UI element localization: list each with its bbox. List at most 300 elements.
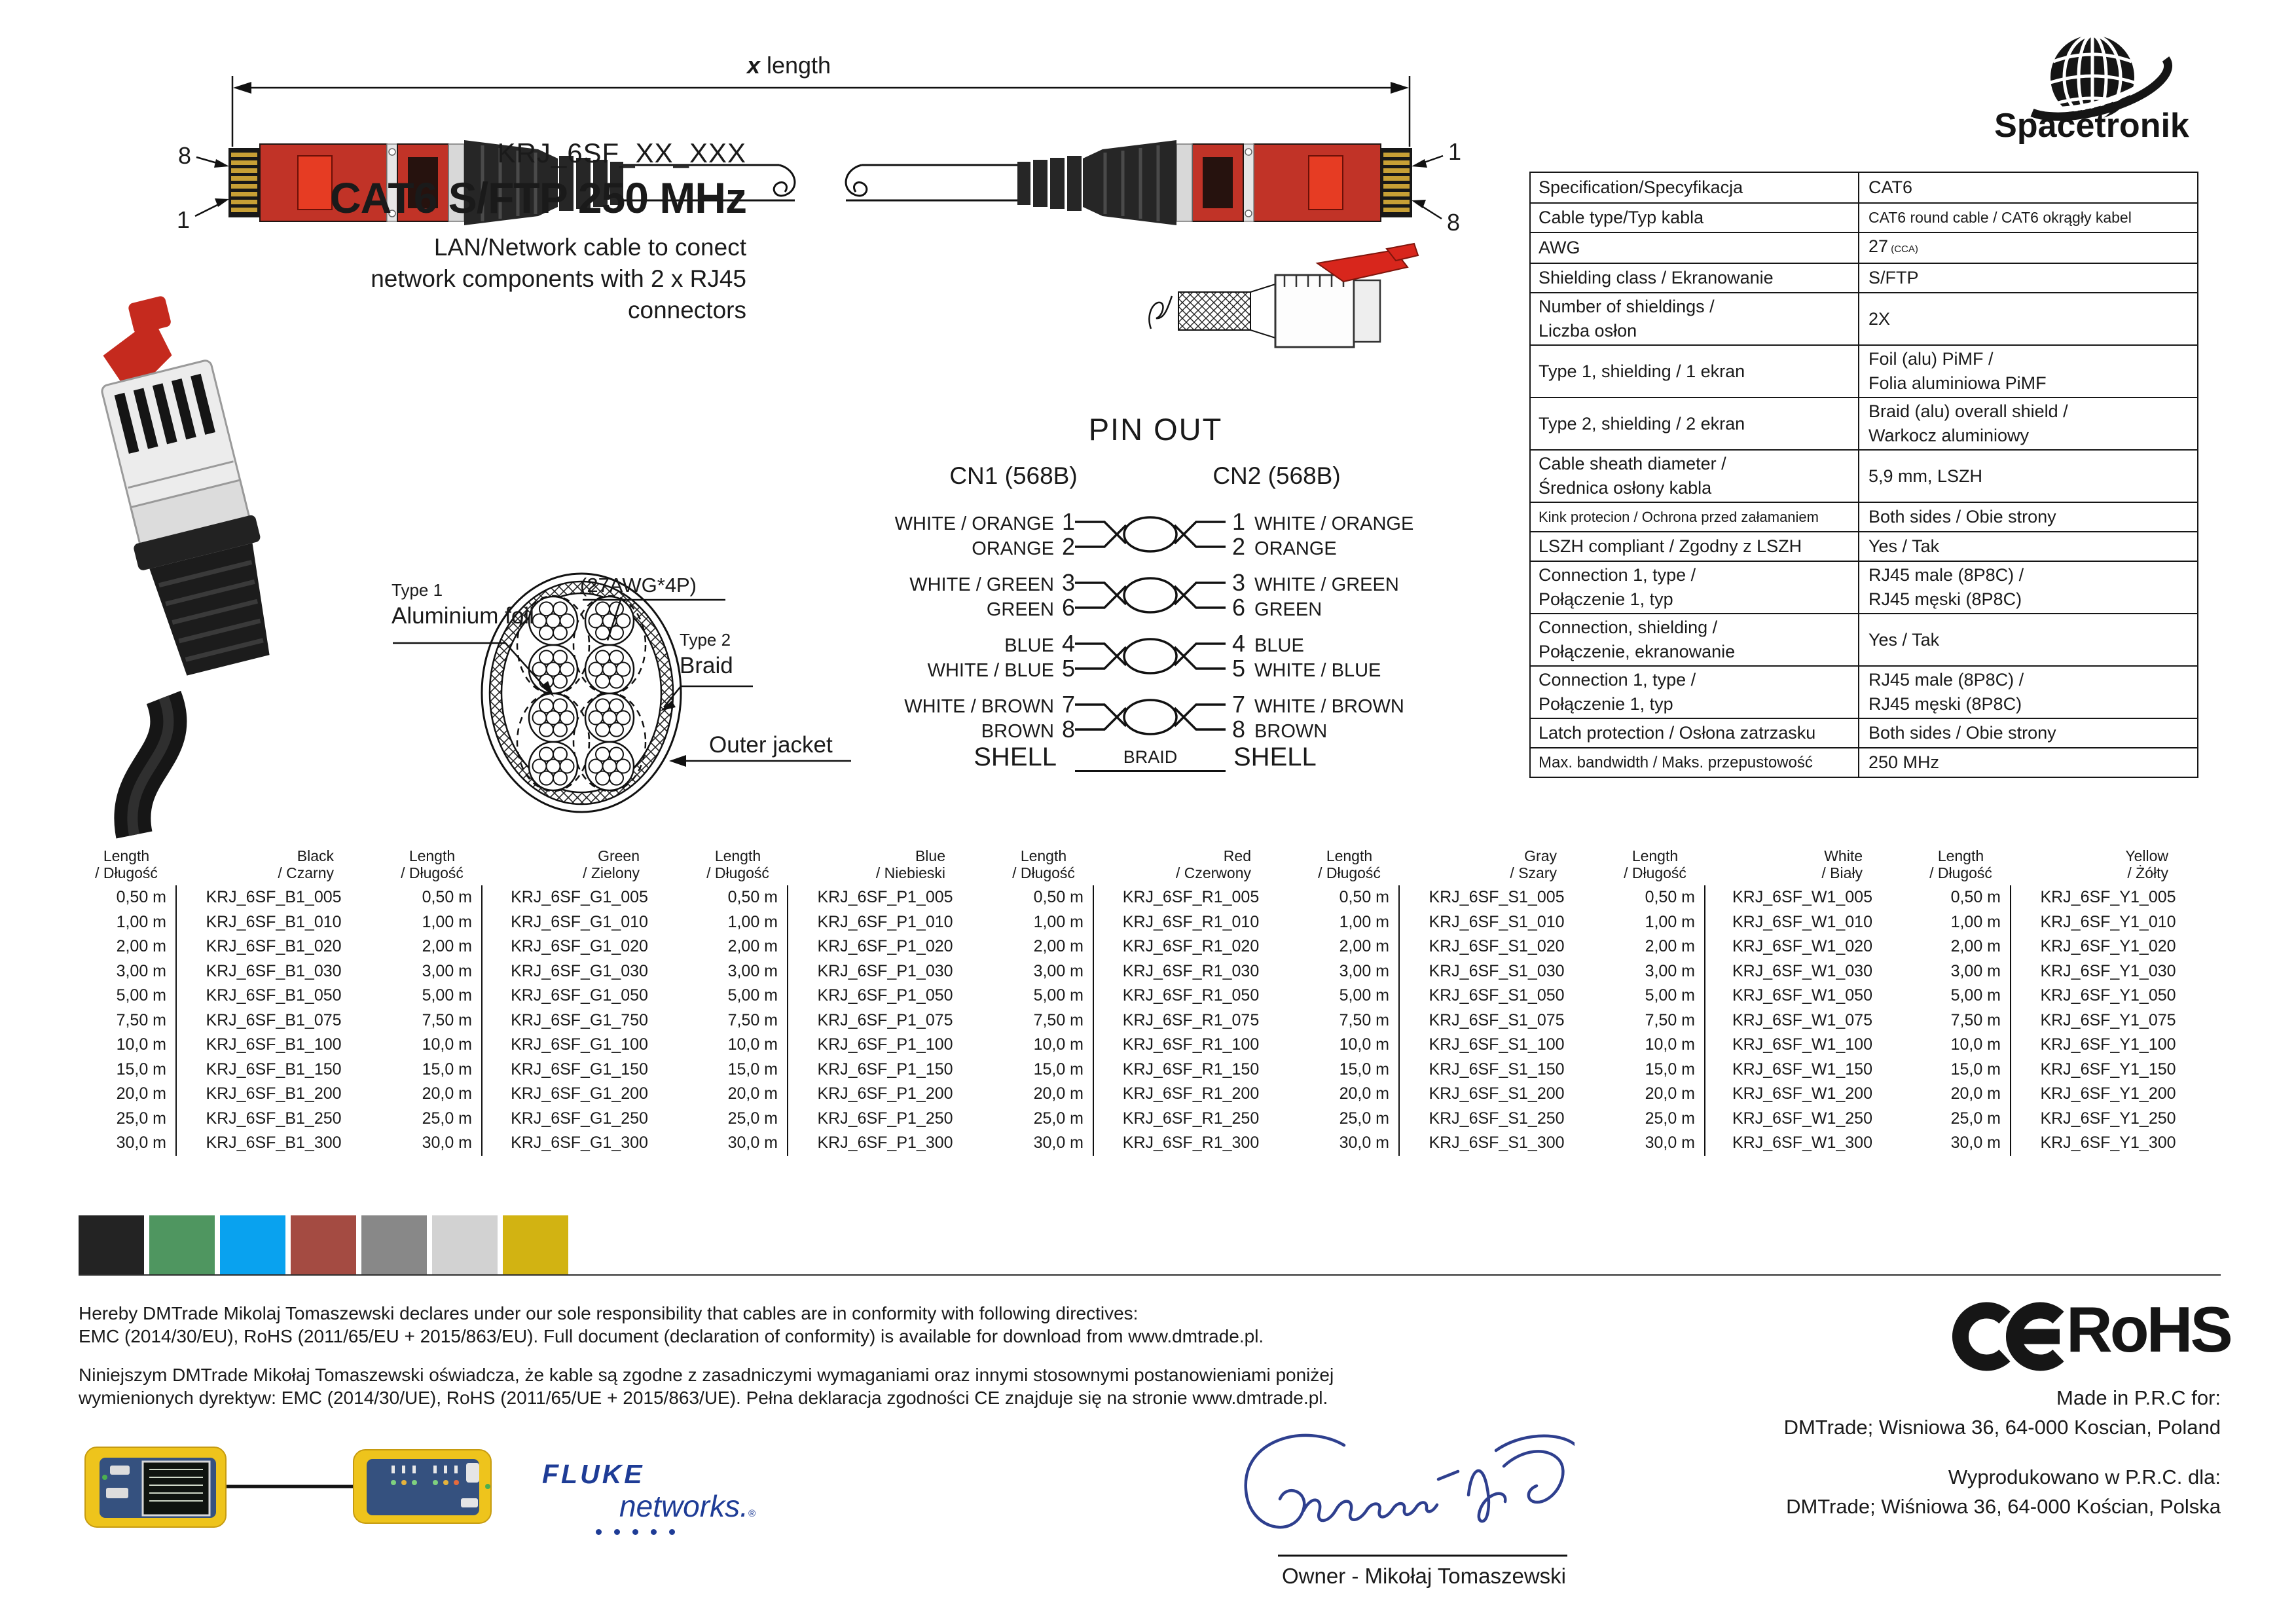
- part-number-cell: KRJ_6SF_B1_100: [206, 1035, 342, 1054]
- rj45-plug-right: [846, 140, 1412, 225]
- part-number-cell: KRJ_6SF_W1_150: [1732, 1060, 1872, 1079]
- pin-number: 6: [1061, 594, 1075, 621]
- pin-number: 3: [1232, 569, 1246, 596]
- made-in-polish: [1786, 1462, 2221, 1521]
- twisted-pair-symbol: [1075, 509, 1226, 559]
- length-cell: 20,0 m: [1339, 1084, 1389, 1103]
- color-swatch: [291, 1215, 356, 1274]
- wire-name: BLUE: [1004, 635, 1054, 656]
- color-swatches: [79, 1215, 568, 1274]
- length-cell: 1,00 m: [1339, 912, 1389, 931]
- declaration-line: wymienionych dyrektyw: EMC (2014/30/UE), RoHS (2011/65/UE + 2015/863/UE). Pełna deklaracja zgodności CE znajduje się na stronie www.dmtrade.pl.: [79, 1388, 1328, 1408]
- spec-value: Braid (alu) overall shield / Warkocz aluminiowy: [1868, 401, 2068, 445]
- part-number-cell: KRJ_6SF_G1_020: [511, 937, 648, 955]
- part-number-cell: KRJ_6SF_R1_150: [1122, 1060, 1260, 1079]
- length-header: Length / Długość: [1624, 847, 1686, 881]
- spec-label: Max. bandwidth / Maks. przepustowość: [1531, 748, 1859, 777]
- color-swatch: [79, 1215, 144, 1274]
- wire-name: GREEN: [1254, 599, 1322, 620]
- dimension-arrow-left: [233, 82, 251, 94]
- length-cell: 5,00 m: [116, 986, 166, 1005]
- length-cell: 3,00 m: [727, 961, 778, 980]
- pin-number: 1: [1232, 508, 1246, 535]
- length-cell: 0,50 m: [422, 888, 472, 906]
- spec-label: LSZH compliant / Zgodny z LSZH: [1531, 532, 1859, 561]
- length-cell: 25,0 m: [116, 1109, 166, 1128]
- spec-row: [1531, 449, 2197, 502]
- product-description-line: network components with 2 x RJ45: [371, 265, 746, 292]
- product-description: [262, 232, 746, 326]
- braid-connection: [1075, 742, 1226, 772]
- declaration-english: [79, 1302, 1264, 1348]
- spec-label: Connection, shielding / Połączenie, ekranowanie: [1531, 614, 1859, 665]
- spec-label: Cable type/Typ kabla: [1531, 204, 1859, 232]
- length-cell: 10,0 m: [116, 1035, 166, 1054]
- part-number-tables: [77, 843, 2225, 1156]
- length-cell: 3,00 m: [1339, 961, 1389, 980]
- color-header: White / Biały: [1821, 847, 1863, 881]
- part-number-cell: KRJ_6SF_P1_300: [817, 1134, 953, 1152]
- length-dimension-label: x length: [746, 52, 831, 79]
- part-number-cell: KRJ_6SF_P1_150: [817, 1060, 953, 1079]
- spec-row: [1531, 263, 2197, 292]
- spec-label: Cable sheath diameter / Średnica osłony kabla: [1531, 451, 1859, 502]
- part-number-cell: KRJ_6SF_S1_030: [1429, 961, 1565, 980]
- length-cell: 25,0 m: [1339, 1109, 1389, 1128]
- signature-line: [1278, 1555, 1567, 1557]
- pin-number: 2: [1232, 533, 1246, 560]
- rj45-connector-photo: [36, 278, 318, 841]
- length-cell: 10,0 m: [422, 1035, 472, 1054]
- cross-section-outer-jacket-label: Outer jacket: [709, 732, 833, 758]
- part-number-cell: KRJ_6SF_S1_250: [1429, 1109, 1565, 1128]
- spec-label: AWG: [1531, 233, 1859, 263]
- part-number-cell: KRJ_6SF_R1_250: [1122, 1109, 1260, 1128]
- part-number-cell: KRJ_6SF_B1_150: [206, 1060, 342, 1079]
- part-number-cell: KRJ_6SF_R1_030: [1122, 961, 1260, 980]
- length-cell: 20,0 m: [727, 1084, 778, 1103]
- spec-row: [1531, 747, 2197, 777]
- part-number-cell: KRJ_6SF_W1_075: [1732, 1010, 1872, 1029]
- length-header: Length / Długość: [401, 847, 464, 881]
- part-number-cell: KRJ_6SF_W1_100: [1732, 1035, 1872, 1054]
- part-number-cell: KRJ_6SF_Y1_050: [2040, 986, 2176, 1005]
- wire-name: WHITE / ORANGE: [1254, 513, 1414, 534]
- specification-table: [1529, 172, 2198, 778]
- product-name: CAT6 S/FTP 250 MHz: [329, 174, 746, 222]
- spec-value: Yes / Tak: [1868, 629, 1940, 650]
- length-cell: 2,00 m: [116, 937, 166, 955]
- spec-row: [1531, 502, 2197, 531]
- length-cell: 5,00 m: [1033, 986, 1084, 1005]
- spec-row: [1531, 613, 2197, 665]
- length-cell: 10,0 m: [1033, 1035, 1084, 1054]
- length-cell: 3,00 m: [1645, 961, 1695, 980]
- length-cell: 1,00 m: [1645, 912, 1695, 931]
- length-cell: 1,00 m: [727, 912, 778, 931]
- length-cell: 20,0 m: [1645, 1084, 1695, 1103]
- length-cell: 7,50 m: [1645, 1010, 1695, 1029]
- spec-label: Connection 1, type / Połączenie 1, typ: [1531, 667, 1859, 718]
- wire-name: BLUE: [1254, 635, 1304, 656]
- pin-number: 5: [1232, 655, 1246, 682]
- networks-wordmark: networks.: [619, 1489, 748, 1523]
- length-cell: 5,00 m: [727, 986, 778, 1005]
- length-cell: 25,0 m: [727, 1109, 778, 1128]
- twisted-pair-symbol: [1075, 692, 1226, 742]
- length-cell: 7,50 m: [422, 1010, 472, 1029]
- color-header: Black / Czarny: [278, 847, 334, 881]
- length-cell: 0,50 m: [1033, 888, 1084, 906]
- part-number-cell: KRJ_6SF_G1_250: [511, 1109, 648, 1128]
- product-description-line: LAN/Network cable to conect: [433, 234, 746, 261]
- spec-row: [1531, 232, 2197, 263]
- spec-value: RJ45 male (8P8C) / RJ45 męski (8P8C): [1868, 670, 2024, 714]
- spec-value: CAT6: [1868, 177, 1913, 197]
- length-cell: 10,0 m: [1339, 1035, 1389, 1054]
- wire-name: ORANGE: [972, 538, 1054, 559]
- length-cell: 5,00 m: [1645, 986, 1695, 1005]
- length-cell: 2,00 m: [1950, 937, 2001, 955]
- spec-label: Type 2, shielding / 2 ekran: [1531, 398, 1859, 449]
- spec-row: [1531, 202, 2197, 232]
- spec-value: RJ45 male (8P8C) / RJ45 męski (8P8C): [1868, 565, 2024, 609]
- length-cell: 5,00 m: [1339, 986, 1389, 1005]
- pinout-diagram: [831, 411, 1480, 817]
- fluke-wordmark: FLUKE: [542, 1459, 645, 1489]
- part-number-cell: KRJ_6SF_R1_100: [1122, 1035, 1260, 1054]
- spec-value: Foil (alu) PiMF / Folia aluminiowa PiMF: [1868, 349, 2047, 393]
- part-number-cell: KRJ_6SF_G1_100: [511, 1035, 648, 1054]
- spec-row: [1531, 718, 2197, 747]
- length-cell: 15,0 m: [1950, 1060, 2001, 1079]
- made-in-english: [1784, 1383, 2221, 1442]
- cross-section-type2-label: Type 2 Braid: [680, 630, 733, 678]
- spec-value: 5,9 mm, LSZH: [1868, 466, 1983, 486]
- declaration-line: Hereby DMTrade Mikolaj Tomaszewski declares under our sole responsibility that cables are in conformity with following directives:: [79, 1303, 1139, 1323]
- twisted-pair-symbol: [1075, 570, 1226, 620]
- length-cell: 15,0 m: [422, 1060, 472, 1079]
- part-number-cell: KRJ_6SF_W1_005: [1732, 888, 1872, 906]
- pinout-pair: [831, 631, 1480, 681]
- part-number-cell: KRJ_6SF_B1_250: [206, 1109, 342, 1128]
- part-number-cell: KRJ_6SF_R1_050: [1122, 986, 1260, 1005]
- length-cell: 0,50 m: [1950, 888, 2001, 906]
- signature-caption: Owner - Mikołaj Tomaszewski: [1282, 1564, 1566, 1588]
- wire-name: GREEN: [986, 599, 1054, 620]
- wire-name: WHITE / BROWN: [904, 696, 1054, 717]
- wire-name: WHITE / BROWN: [1254, 696, 1404, 717]
- shell-label-left: SHELL: [974, 743, 1057, 771]
- part-number-cell: KRJ_6SF_Y1_075: [2040, 1010, 2176, 1029]
- wire-name: WHITE / BLUE: [1254, 660, 1381, 681]
- pinout-pair: [831, 692, 1480, 742]
- length-cell: 2,00 m: [1339, 937, 1389, 955]
- brand-name: Spacetronik: [1994, 107, 2189, 145]
- length-header: Length / Długość: [95, 847, 158, 881]
- pin-number: 6: [1232, 594, 1246, 621]
- part-number-cell: KRJ_6SF_Y1_200: [2040, 1084, 2176, 1103]
- color-header: Blue / Niebieski: [875, 847, 945, 881]
- twisted-pair-symbol: [1075, 631, 1226, 681]
- divider-rule: [79, 1274, 2221, 1276]
- pinout-pairs: [831, 509, 1480, 753]
- spec-value: Yes / Tak: [1868, 536, 1940, 556]
- part-number-cell: KRJ_6SF_B1_005: [206, 888, 342, 906]
- spec-row: [1531, 665, 2197, 718]
- part-number-cell: KRJ_6SF_Y1_100: [2040, 1035, 2176, 1054]
- length-cell: 1,00 m: [1950, 912, 2001, 931]
- color-swatch: [149, 1215, 215, 1274]
- part-number-cell: KRJ_6SF_B1_030: [206, 961, 342, 980]
- part-table-group: [77, 843, 371, 1156]
- shell-row: [831, 742, 1480, 772]
- part-table-group: [689, 843, 982, 1156]
- length-cell: 30,0 m: [727, 1134, 778, 1152]
- part-number-cell: KRJ_6SF_W1_020: [1732, 937, 1872, 955]
- part-number-cell: KRJ_6SF_S1_150: [1429, 1060, 1565, 1079]
- part-number-cell: KRJ_6SF_Y1_300: [2040, 1134, 2176, 1152]
- made-in-line: DMTrade; Wiśniowa 36, 64-000 Kościan, Polska: [1786, 1495, 2221, 1518]
- part-number-cell: KRJ_6SF_B1_200: [206, 1084, 342, 1103]
- pin1-label-right: 1: [1448, 138, 1462, 165]
- wire-name: WHITE / BLUE: [927, 660, 1054, 681]
- part-number-cell: KRJ_6SF_S1_075: [1429, 1010, 1565, 1029]
- part-number-cell: KRJ_6SF_R1_005: [1122, 888, 1260, 906]
- cable-squiggle: [1149, 296, 1172, 329]
- pin-number: 7: [1232, 691, 1246, 718]
- length-cell: 15,0 m: [116, 1060, 166, 1079]
- length-cell: 20,0 m: [116, 1084, 166, 1103]
- color-swatch: [503, 1215, 568, 1274]
- length-cell: 15,0 m: [1033, 1060, 1084, 1079]
- model-code: KRJ_6SF_XX_XXX: [497, 138, 746, 168]
- dimension-arrow-right: [1391, 82, 1409, 94]
- spec-value: CAT6 round cable / CAT6 okrągły kabel: [1868, 209, 2132, 226]
- color-header: Green / Zielony: [583, 847, 640, 881]
- cn1-label: CN1 (568B): [949, 462, 1078, 489]
- spec-label: Shielding class / Ekranowanie: [1531, 264, 1859, 292]
- length-cell: 25,0 m: [1950, 1109, 2001, 1128]
- pin-number: 8: [1232, 716, 1246, 743]
- length-cell: 7,50 m: [1033, 1010, 1084, 1029]
- part-number-cell: KRJ_6SF_G1_300: [511, 1134, 648, 1152]
- cross-section-awg-label: (27AWG*4P): [580, 574, 697, 597]
- made-in-line: Made in P.R.C for:: [2056, 1386, 2221, 1409]
- length-cell: 1,00 m: [1033, 912, 1084, 931]
- part-number-cell: KRJ_6SF_B1_300: [206, 1134, 342, 1152]
- pin-number: 7: [1061, 691, 1075, 718]
- part-number-cell: KRJ_6SF_R1_300: [1122, 1134, 1260, 1152]
- spec-value-suffix: (CCA): [1888, 244, 1918, 255]
- pin1-label-left: 1: [176, 206, 191, 233]
- part-number-cell: KRJ_6SF_G1_200: [511, 1084, 648, 1103]
- part-number-cell: KRJ_6SF_B1_075: [206, 1010, 342, 1029]
- pin-number: 5: [1061, 655, 1075, 682]
- pinout-pair: [831, 570, 1480, 620]
- length-cell: 1,00 m: [116, 912, 166, 931]
- color-header: Gray / Szary: [1510, 847, 1557, 881]
- length-cell: 30,0 m: [1339, 1134, 1389, 1152]
- length-cell: 30,0 m: [1033, 1134, 1084, 1152]
- spec-value: 27 (CCA): [1868, 236, 1918, 256]
- part-number-cell: KRJ_6SF_W1_050: [1732, 986, 1872, 1005]
- cable-break-curl: [774, 165, 795, 196]
- declaration-line: Niniejszym DMTrade Mikołaj Tomaszewski oświadcza, że kable są zgodne z zasadniczymi wymaganiami oraz innymi stosownymi postanowieniami poniżej: [79, 1365, 1334, 1385]
- length-cell: 7,50 m: [1339, 1010, 1389, 1029]
- length-cell: 10,0 m: [727, 1035, 778, 1054]
- wire-name: WHITE / ORANGE: [894, 513, 1054, 534]
- length-cell: 2,00 m: [1645, 937, 1695, 955]
- declaration-line: EMC (2014/30/EU), RoHS (2011/65/EU + 2015/863/EU). Full document (declaration of conformity) is available for download from www.dmtrade.pl.: [79, 1326, 1264, 1346]
- length-cell: 30,0 m: [1950, 1134, 2001, 1152]
- length-cell: 30,0 m: [422, 1134, 472, 1152]
- spec-value: 2X: [1868, 308, 1891, 329]
- part-number-cell: KRJ_6SF_S1_005: [1429, 888, 1565, 906]
- length-cell: 3,00 m: [1950, 961, 2001, 980]
- wire-name: BROWN: [981, 721, 1054, 742]
- wire-name: WHITE / GREEN: [909, 574, 1054, 595]
- part-table-group: [383, 843, 676, 1156]
- wire-name: ORANGE: [1254, 538, 1337, 559]
- part-number-cell: KRJ_6SF_R1_010: [1122, 912, 1260, 931]
- part-number-cell: KRJ_6SF_S1_100: [1429, 1035, 1565, 1054]
- part-number-cell: KRJ_6SF_P1_030: [817, 961, 953, 980]
- shell-label-right: SHELL: [1233, 743, 1317, 771]
- length-cell: 0,50 m: [1645, 888, 1695, 906]
- pin-number: 8: [1061, 716, 1075, 743]
- length-cell: 25,0 m: [1645, 1109, 1695, 1128]
- part-number-cell: KRJ_6SF_Y1_030: [2040, 961, 2176, 980]
- length-cell: 25,0 m: [422, 1109, 472, 1128]
- spec-value: Both sides / Obie strony: [1868, 723, 2056, 743]
- length-cell: 20,0 m: [422, 1084, 472, 1103]
- part-number-cell: KRJ_6SF_G1_750: [511, 1010, 648, 1029]
- part-number-cell: KRJ_6SF_S1_020: [1429, 937, 1565, 955]
- spec-label: Type 1, shielding / 1 ekran: [1531, 346, 1859, 397]
- part-number-cell: KRJ_6SF_P1_100: [817, 1035, 953, 1054]
- spec-label: Latch protection / Osłona zatrzasku: [1531, 719, 1859, 747]
- spec-row: [1531, 561, 2197, 613]
- length-cell: 7,50 m: [1950, 1010, 2001, 1029]
- length-cell: 5,00 m: [422, 986, 472, 1005]
- spec-row: [1531, 397, 2197, 449]
- made-in-line: DMTrade; Wisniowa 36, 64-000 Koscian, Poland: [1783, 1416, 2221, 1439]
- part-number-cell: KRJ_6SF_W1_200: [1732, 1084, 1872, 1103]
- part-number-cell: KRJ_6SF_G1_010: [511, 912, 648, 931]
- spec-value: 250 MHz: [1868, 752, 1940, 772]
- made-in-line: Wyprodukowano w P.R.C. dla:: [1948, 1466, 2221, 1488]
- part-number-cell: KRJ_6SF_R1_020: [1122, 937, 1260, 955]
- ce-mark-icon: [1950, 1300, 2068, 1373]
- length-cell: 15,0 m: [1339, 1060, 1389, 1079]
- part-number-cell: KRJ_6SF_P1_005: [817, 888, 953, 906]
- part-table-group: [1912, 843, 2205, 1156]
- length-cell: 10,0 m: [1645, 1035, 1695, 1054]
- wire-name: WHITE / GREEN: [1254, 574, 1399, 595]
- length-header: Length / Długość: [706, 847, 769, 881]
- braid-label: BRAID: [1123, 747, 1178, 767]
- spec-label: Specification/Specyfikacja: [1531, 173, 1859, 202]
- spec-label: Kink protecion / Ochrona przed załamaniem: [1531, 503, 1859, 531]
- spec-row: [1531, 531, 2197, 561]
- part-table-group: [1300, 843, 1594, 1156]
- color-header: Red / Czerwony: [1175, 847, 1251, 881]
- part-number-cell: KRJ_6SF_Y1_250: [2040, 1109, 2176, 1128]
- length-cell: 30,0 m: [116, 1134, 166, 1152]
- length-cell: 7,50 m: [116, 1010, 166, 1029]
- part-number-cell: KRJ_6SF_B1_010: [206, 912, 342, 931]
- spec-row: [1531, 173, 2197, 202]
- pin-number: 2: [1061, 533, 1075, 560]
- part-number-cell: KRJ_6SF_R1_200: [1122, 1084, 1260, 1103]
- color-swatch: [220, 1215, 285, 1274]
- part-number-cell: KRJ_6SF_R1_075: [1122, 1010, 1260, 1029]
- length-cell: 3,00 m: [1033, 961, 1084, 980]
- part-table-group: [1606, 843, 1899, 1156]
- wire-name: BROWN: [1254, 721, 1328, 742]
- length-header: Length / Długość: [1012, 847, 1075, 881]
- part-number-cell: KRJ_6SF_P1_250: [817, 1109, 953, 1128]
- declaration-polish: [79, 1363, 1334, 1409]
- part-number-cell: KRJ_6SF_G1_005: [511, 888, 648, 906]
- cn2-label: CN2 (568B): [1212, 462, 1341, 489]
- part-number-cell: KRJ_6SF_B1_050: [206, 986, 342, 1005]
- color-swatch: [361, 1215, 427, 1274]
- length-cell: 2,00 m: [727, 937, 778, 955]
- product-description-line: connectors: [628, 297, 746, 323]
- length-cell: 2,00 m: [1033, 937, 1084, 955]
- shielded-connector-sketch: [1139, 242, 1421, 393]
- spec-row: [1531, 344, 2197, 397]
- part-number-cell: KRJ_6SF_G1_050: [511, 986, 648, 1005]
- pinout-title: PIN OUT: [1088, 412, 1223, 447]
- length-cell: 10,0 m: [1950, 1035, 2001, 1054]
- spec-value: S/FTP: [1868, 268, 1919, 287]
- color-swatch: [432, 1215, 498, 1274]
- registered-mark: ®: [748, 1508, 756, 1519]
- fluke-networks-logo: [542, 1459, 756, 1535]
- length-header: Length / Długość: [1929, 847, 1992, 881]
- part-number-cell: KRJ_6SF_W1_250: [1732, 1109, 1872, 1128]
- part-number-cell: KRJ_6SF_S1_010: [1429, 912, 1565, 931]
- length-cell: 3,00 m: [422, 961, 472, 980]
- rohs-mark: RoHS: [2066, 1293, 2231, 1365]
- pin8-label-right: 8: [1446, 209, 1461, 236]
- owner-signature: [1208, 1411, 1575, 1575]
- length-cell: 0,50 m: [727, 888, 778, 906]
- part-number-cell: KRJ_6SF_S1_300: [1429, 1134, 1565, 1152]
- fluke-dots: [596, 1529, 756, 1535]
- part-number-cell: KRJ_6SF_B1_020: [206, 937, 342, 955]
- length-cell: 7,50 m: [727, 1010, 778, 1029]
- part-number-cell: KRJ_6SF_P1_010: [817, 912, 953, 931]
- length-header: Length / Długość: [1318, 847, 1381, 881]
- part-number-cell: KRJ_6SF_W1_010: [1732, 912, 1872, 931]
- pin-number: 3: [1061, 569, 1075, 596]
- length-cell: 30,0 m: [1645, 1134, 1695, 1152]
- part-number-cell: KRJ_6SF_G1_030: [511, 961, 648, 980]
- pin-number: 1: [1061, 508, 1075, 535]
- part-number-cell: KRJ_6SF_Y1_005: [2040, 888, 2176, 906]
- length-cell: 0,50 m: [1339, 888, 1389, 906]
- fluke-cable-testers: [77, 1439, 509, 1534]
- length-cell: 5,00 m: [1950, 986, 2001, 1005]
- part-number-cell: KRJ_6SF_P1_020: [817, 937, 953, 955]
- color-header: Yellow / Żółty: [2125, 847, 2168, 881]
- part-number-cell: KRJ_6SF_Y1_020: [2040, 937, 2176, 955]
- length-cell: 20,0 m: [1033, 1084, 1084, 1103]
